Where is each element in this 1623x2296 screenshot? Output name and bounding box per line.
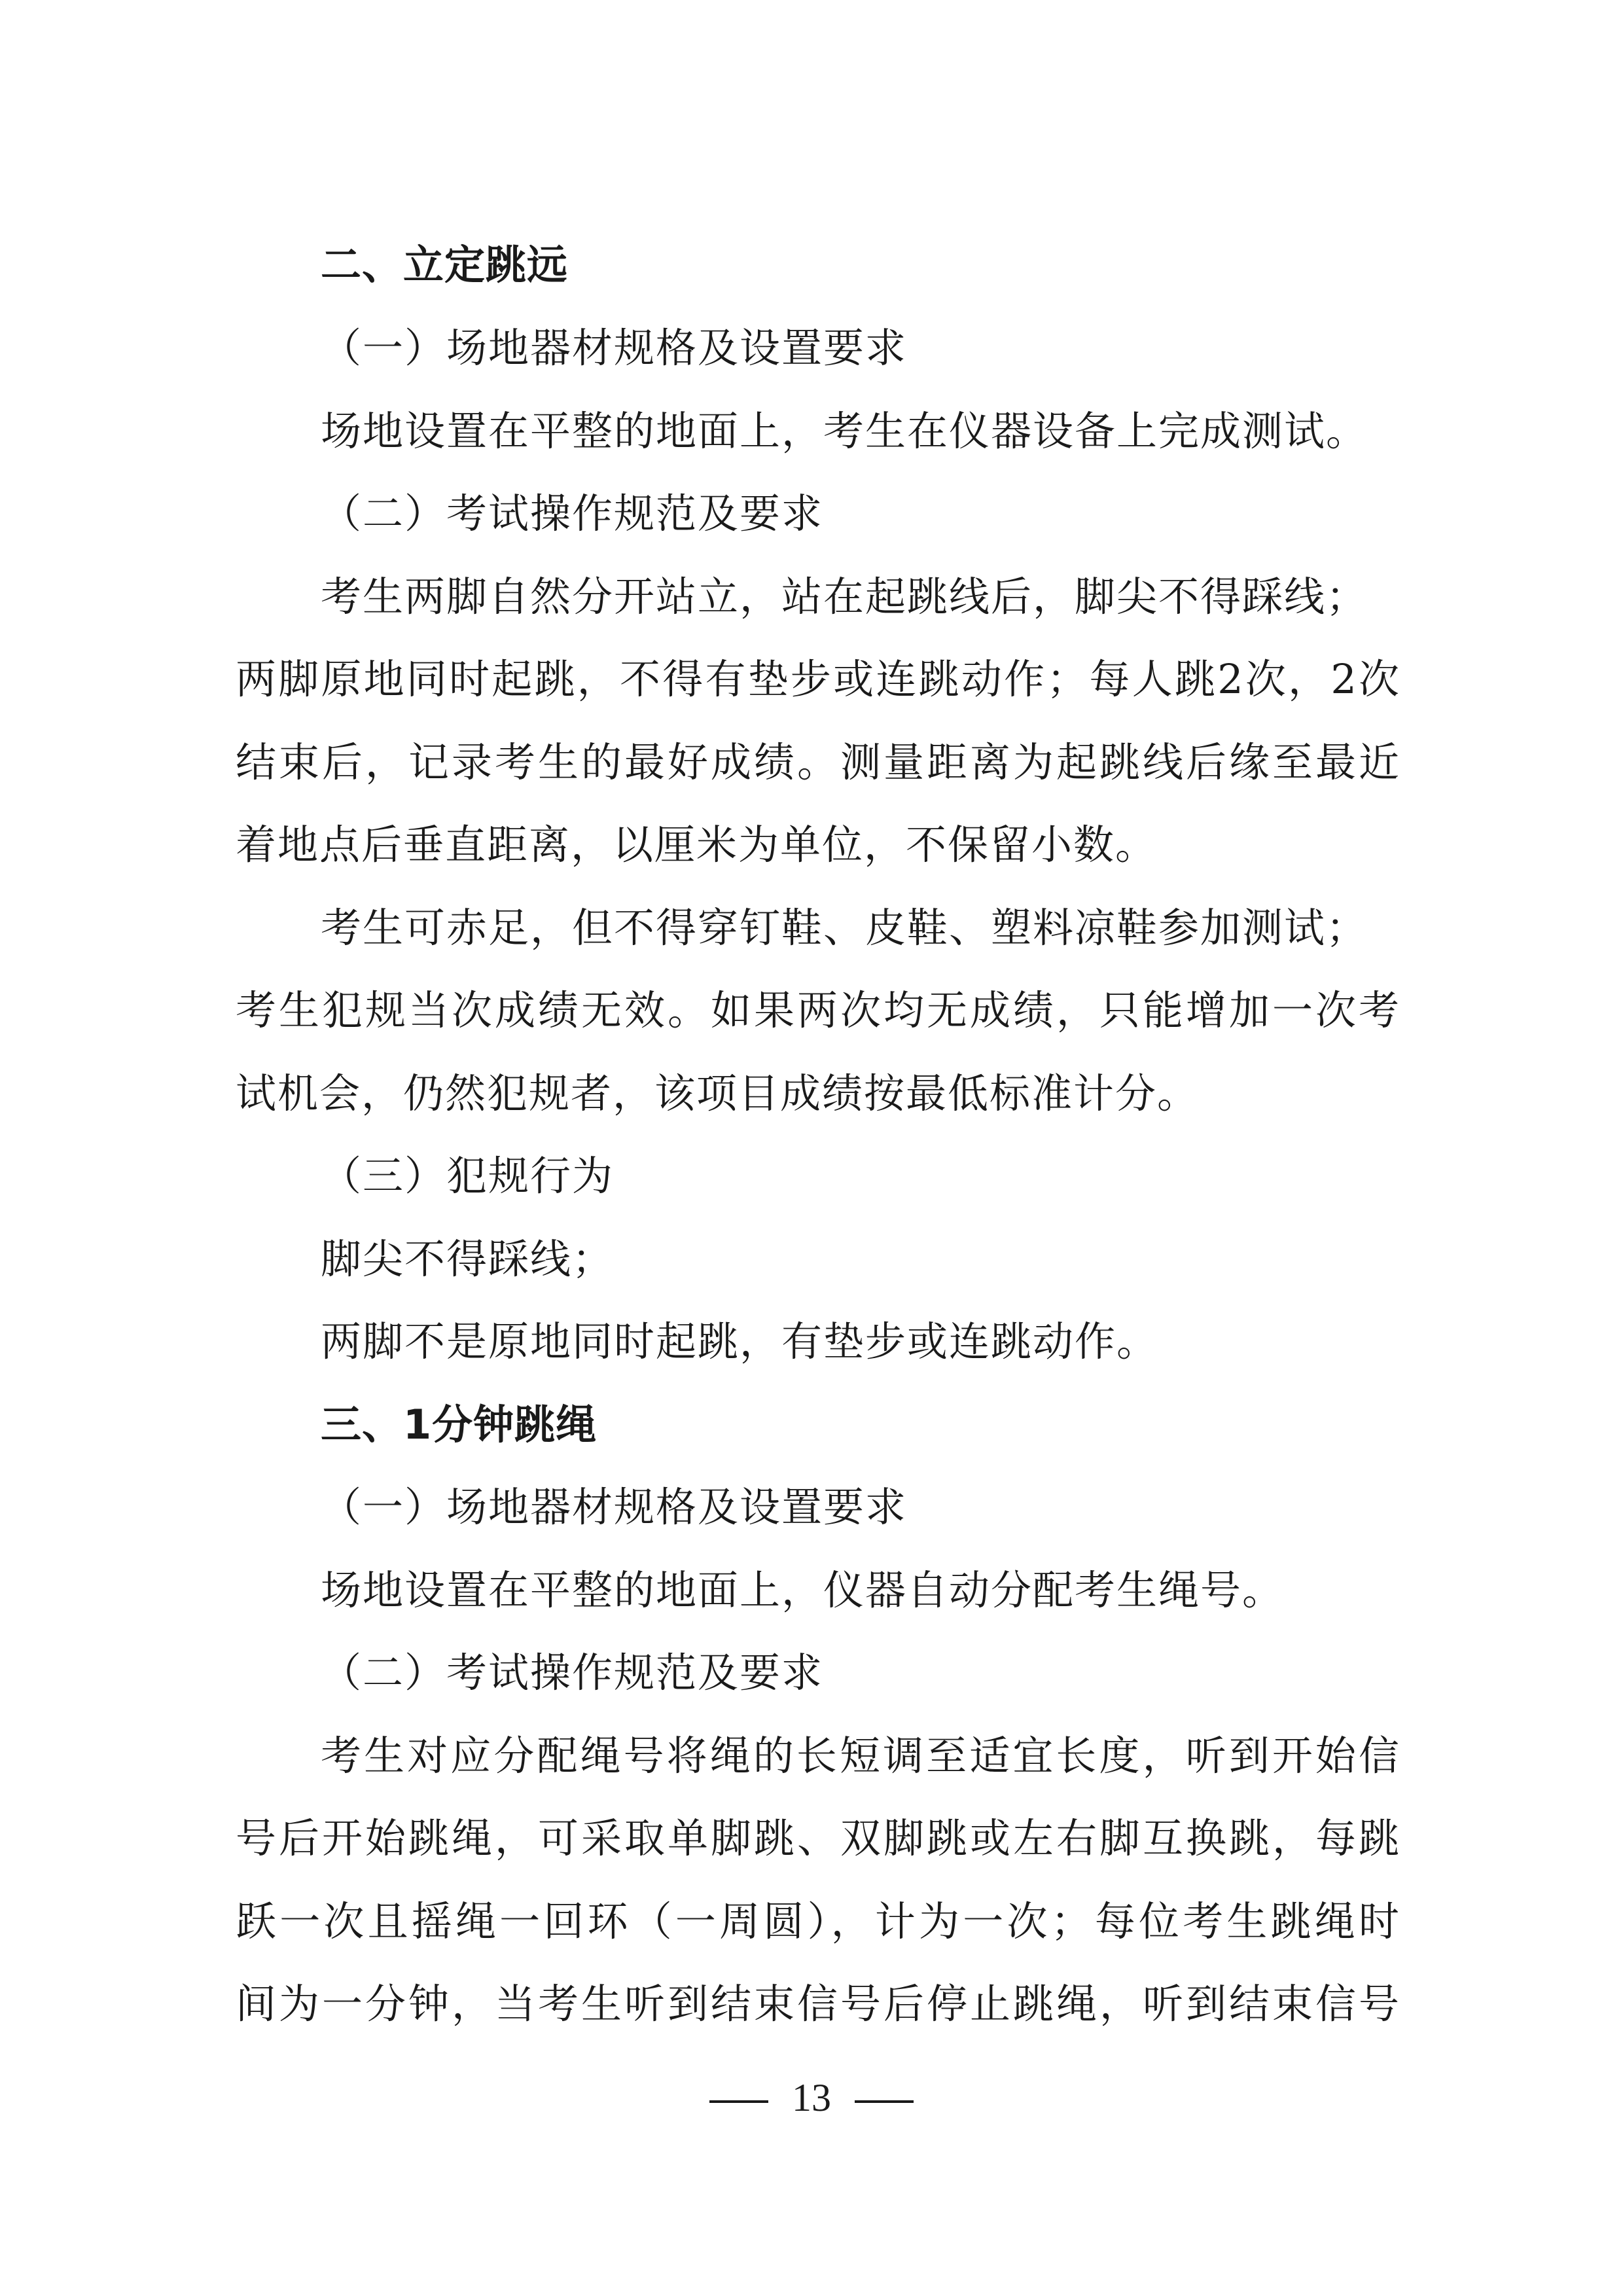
section-2-foul-2: 两脚不是原地同时起跳，有垫步或连跳动作。 <box>321 1318 1159 1365</box>
section-3-sub2-title: （二）考试操作规范及要求 <box>321 1649 824 1696</box>
section-2-title: 二、立定跳远 <box>321 241 569 289</box>
section-2-sub2-title: （二）考试操作规范及要求 <box>321 490 824 537</box>
footer-dash-right <box>855 2100 914 2103</box>
footer-dash-left <box>709 2100 768 2103</box>
section-3-sub1-text: 场地设置在平整的地面上，仪器自动分配考生绳号。 <box>321 1566 1285 1614</box>
section-2-para2-line3: 试机会，仍然犯规者，该项目成绩按最低标准计分。 <box>236 1069 1200 1117</box>
section-3-para1-line4: 间为一分钟，当考生听到结束信号后停止跳绳，听到结束信号 <box>236 1980 1400 2028</box>
section-2-para2-line2: 考生犯规当次成绩无效。如果两次均无成绩，只能增加一次考 <box>236 986 1400 1034</box>
page-footer <box>0 2072 1623 2124</box>
section-3-para1-line1: 考生对应分配绳号将绳的长短调至适宜长度，听到开始信 <box>321 1732 1400 1780</box>
section-2-foul-1: 脚尖不得踩线； <box>321 1235 615 1283</box>
section-2-para2-line1: 考生可赤足，但不得穿钉鞋、皮鞋、塑料凉鞋参加测试； <box>321 904 1368 952</box>
section-2-para1-line2: 两脚原地同时起跳，不得有垫步或连跳动作；每人跳2次，2次 <box>236 655 1400 703</box>
section-2-para1-line1: 考生两脚自然分开站立，站在起跳线后，脚尖不得踩线； <box>321 573 1368 620</box>
section-3-para1-line2: 号后开始跳绳，可采取单脚跳、双脚跳或左右脚互换跳，每跳 <box>236 1814 1400 1862</box>
section-3-title: 三、1分钟跳绳 <box>321 1401 597 1448</box>
section-2-sub1-title: （一）场地器材规格及设置要求 <box>321 324 908 372</box>
section-2-sub3-title: （三）犯规行为 <box>321 1152 615 1200</box>
section-3-para1-line3: 跃一次且摇绳一回环（一周圆），计为一次；每位考生跳绳时 <box>236 1897 1400 1945</box>
section-2-para1-line3: 结束后，记录考生的最好成绩。测量距离为起跳线后缘至最近 <box>236 738 1400 786</box>
section-2-sub1-text: 场地设置在平整的地面上，考生在仪器设备上完成测试。 <box>321 407 1368 455</box>
section-3-sub1-title: （一）场地器材规格及设置要求 <box>321 1483 908 1531</box>
section-2-para1-line4: 着地点后垂直距离，以厘米为单位，不保留小数。 <box>236 821 1158 869</box>
page-number: 13 <box>792 2076 831 2119</box>
